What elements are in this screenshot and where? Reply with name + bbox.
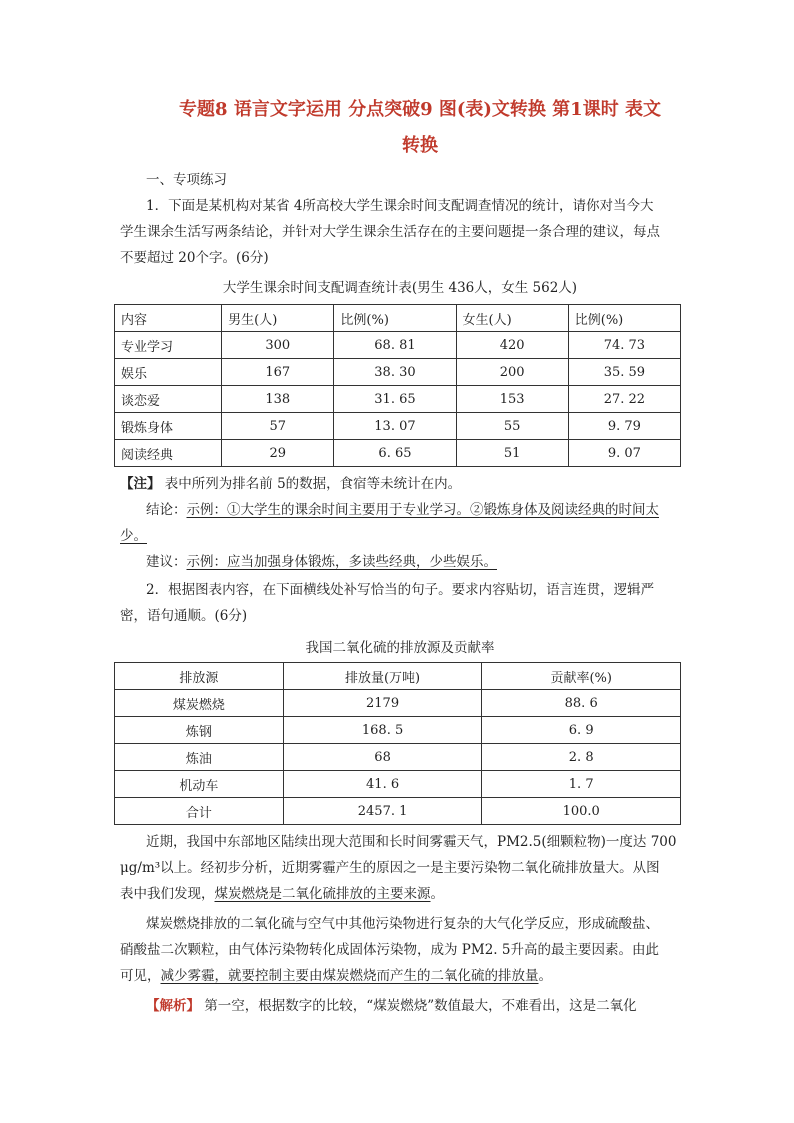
table-cell: 200 <box>456 359 568 386</box>
p1-answer: 煤炭燃烧是二氧化硫排放的主要来源 <box>214 886 431 902</box>
emission-table <box>114 662 681 825</box>
table-cell: 420 <box>456 332 568 359</box>
table-cell: 2. 8 <box>482 744 681 771</box>
conclusion-line-1 <box>146 500 659 520</box>
table-cell: 31. 65 <box>334 386 456 413</box>
p1-suffix: 。 <box>430 886 444 902</box>
table-cell: 27. 22 <box>568 386 680 413</box>
table-cell: 9. 79 <box>568 413 680 440</box>
table-row <box>115 359 681 386</box>
analysis-label: 【解析】 <box>146 998 200 1014</box>
table-cell: 29 <box>222 440 334 467</box>
p2-line-1: 煤炭燃烧排放的二氧化硫与空气中其他污染物进行复杂的大气化学反应，形成硫酸盐、 <box>146 916 659 932</box>
advice-label: 建议： <box>146 554 187 570</box>
conclusion-line-2: 少。 <box>120 528 147 544</box>
p2-answer: 减少雾霾，就要控制主要由煤炭燃烧而产生的二氧化硫的排放量 <box>160 968 539 984</box>
page-title <box>120 92 720 164</box>
title-line-2: 转换 <box>402 135 438 156</box>
table-cell: 谈恋爱 <box>115 386 222 413</box>
table-cell: 100.0 <box>482 798 681 825</box>
table-cell: 锻炼身体 <box>115 413 222 440</box>
table-cell: 2457. 1 <box>283 798 482 825</box>
table-row <box>115 798 681 825</box>
table-cell: 13. 07 <box>334 413 456 440</box>
table-cell: 煤炭燃烧 <box>115 690 284 717</box>
p2-line-3 <box>120 966 552 986</box>
table-header-cell: 排放源 <box>115 663 284 690</box>
table-row <box>115 440 681 467</box>
q1-line-3: 不要超过 20个字。(6分) <box>120 250 269 266</box>
table2-caption: 我国二氧化硫的排放源及贡献率 <box>305 640 495 656</box>
p2-line-2: 硝酸盐二次颗粒，由气体污染物转化成固体污染物，成为 PM2. 5升高的最主要因素。由此 <box>120 942 659 958</box>
table-cell: 合计 <box>115 798 284 825</box>
p2-prefix: 可见， <box>120 968 161 984</box>
table-cell: 专业学习 <box>115 332 222 359</box>
table-header-cell: 女生(人) <box>456 305 568 332</box>
q1-line-2: 学生课余生活写两条结论，并针对大学生课余生活存在的主要问题提一条合理的建议，每点 <box>120 224 660 240</box>
table-header-cell: 贡献率(%) <box>482 663 681 690</box>
conclusion-answer-1: 示例：①大学生的课余时间主要用于专业学习。②锻炼身体及阅读经典的时间太 <box>186 502 659 518</box>
p2-suffix: 。 <box>538 968 552 984</box>
table-cell: 娱乐 <box>115 359 222 386</box>
title-line-1: 专题8 语言文字运用 分点突破9 图(表)文转换 第1课时 表文 <box>179 99 661 120</box>
table-header-cell: 内容 <box>115 305 222 332</box>
conclusion-label: 结论： <box>146 502 187 518</box>
table-cell: 57 <box>222 413 334 440</box>
advice-answer: 示例：应当加强身体锻炼，多读些经典，少些娱乐。 <box>186 554 497 570</box>
table-cell: 38. 30 <box>334 359 456 386</box>
survey-table <box>114 304 681 467</box>
table-cell: 168. 5 <box>283 717 482 744</box>
table-cell: 1. 7 <box>482 771 681 798</box>
table-cell: 88. 6 <box>482 690 681 717</box>
table1-caption: 大学生课余时间支配调查统计表(男生 436人，女生 562人) <box>222 280 578 296</box>
table-header-cell: 比例(%) <box>334 305 456 332</box>
q2-line-2: 密，语句通顺。(6分) <box>120 608 248 624</box>
table-cell: 机动车 <box>115 771 284 798</box>
p1-prefix: 表中我们发现， <box>120 886 215 902</box>
table-header-row <box>115 305 681 332</box>
table-cell: 炼油 <box>115 744 284 771</box>
table-cell: 41. 6 <box>283 771 482 798</box>
table-row <box>115 413 681 440</box>
table-cell: 55 <box>456 413 568 440</box>
table-cell: 35. 59 <box>568 359 680 386</box>
table-cell: 138 <box>222 386 334 413</box>
table-cell: 6. 65 <box>334 440 456 467</box>
q2-line-1: 2．根据图表内容，在下面横线处补写恰当的句子。要求内容贴切，语言连贯，逻辑严 <box>146 582 655 598</box>
table-header-cell: 比例(%) <box>568 305 680 332</box>
analysis-text: 第一空，根据数字的比较，“煤炭燃烧”数值最大，不难看出，这是二氧化 <box>204 998 637 1014</box>
table-cell: 153 <box>456 386 568 413</box>
table-cell: 68. 81 <box>334 332 456 359</box>
table-row <box>115 717 681 744</box>
table-cell: 167 <box>222 359 334 386</box>
table-cell: 68 <box>283 744 482 771</box>
table-cell: 炼钢 <box>115 717 284 744</box>
table-cell: 300 <box>222 332 334 359</box>
table-row <box>115 332 681 359</box>
q1-line-1: 1．下面是某机构对某省 4所高校大学生课余时间支配调查情况的统计，请你对当今大 <box>146 198 654 214</box>
table-row <box>115 771 681 798</box>
section-heading: 一、专项练习 <box>146 172 227 188</box>
analysis-line <box>146 996 637 1016</box>
p1-line-1: 近期，我国中东部地区陆续出现大范围和长时间雾霾天气，PM2.5(细颗粒物)一度达 700 <box>146 834 677 850</box>
table-cell: 2179 <box>283 690 482 717</box>
table-header-row <box>115 663 681 690</box>
table-cell: 51 <box>456 440 568 467</box>
table-row <box>115 690 681 717</box>
table-cell: 9. 07 <box>568 440 680 467</box>
note-label: 【注】 <box>120 476 161 492</box>
table-cell: 阅读经典 <box>115 440 222 467</box>
note-text: 表中所列为排名前 5的数据，食宿等未统计在内。 <box>164 476 462 492</box>
table-note <box>120 474 461 494</box>
table-header-cell: 男生(人) <box>222 305 334 332</box>
table-row <box>115 744 681 771</box>
p1-line-2: μg/m³以上。经初步分析，近期雾霾产生的原因之一是主要污染物二氧化硫排放量大。从图 <box>120 860 660 876</box>
table-header-cell: 排放量(万吨) <box>283 663 482 690</box>
advice-line <box>146 552 497 572</box>
table-row <box>115 386 681 413</box>
table-cell: 6. 9 <box>482 717 681 744</box>
table-cell: 74. 73 <box>568 332 680 359</box>
p1-line-3 <box>120 884 444 904</box>
